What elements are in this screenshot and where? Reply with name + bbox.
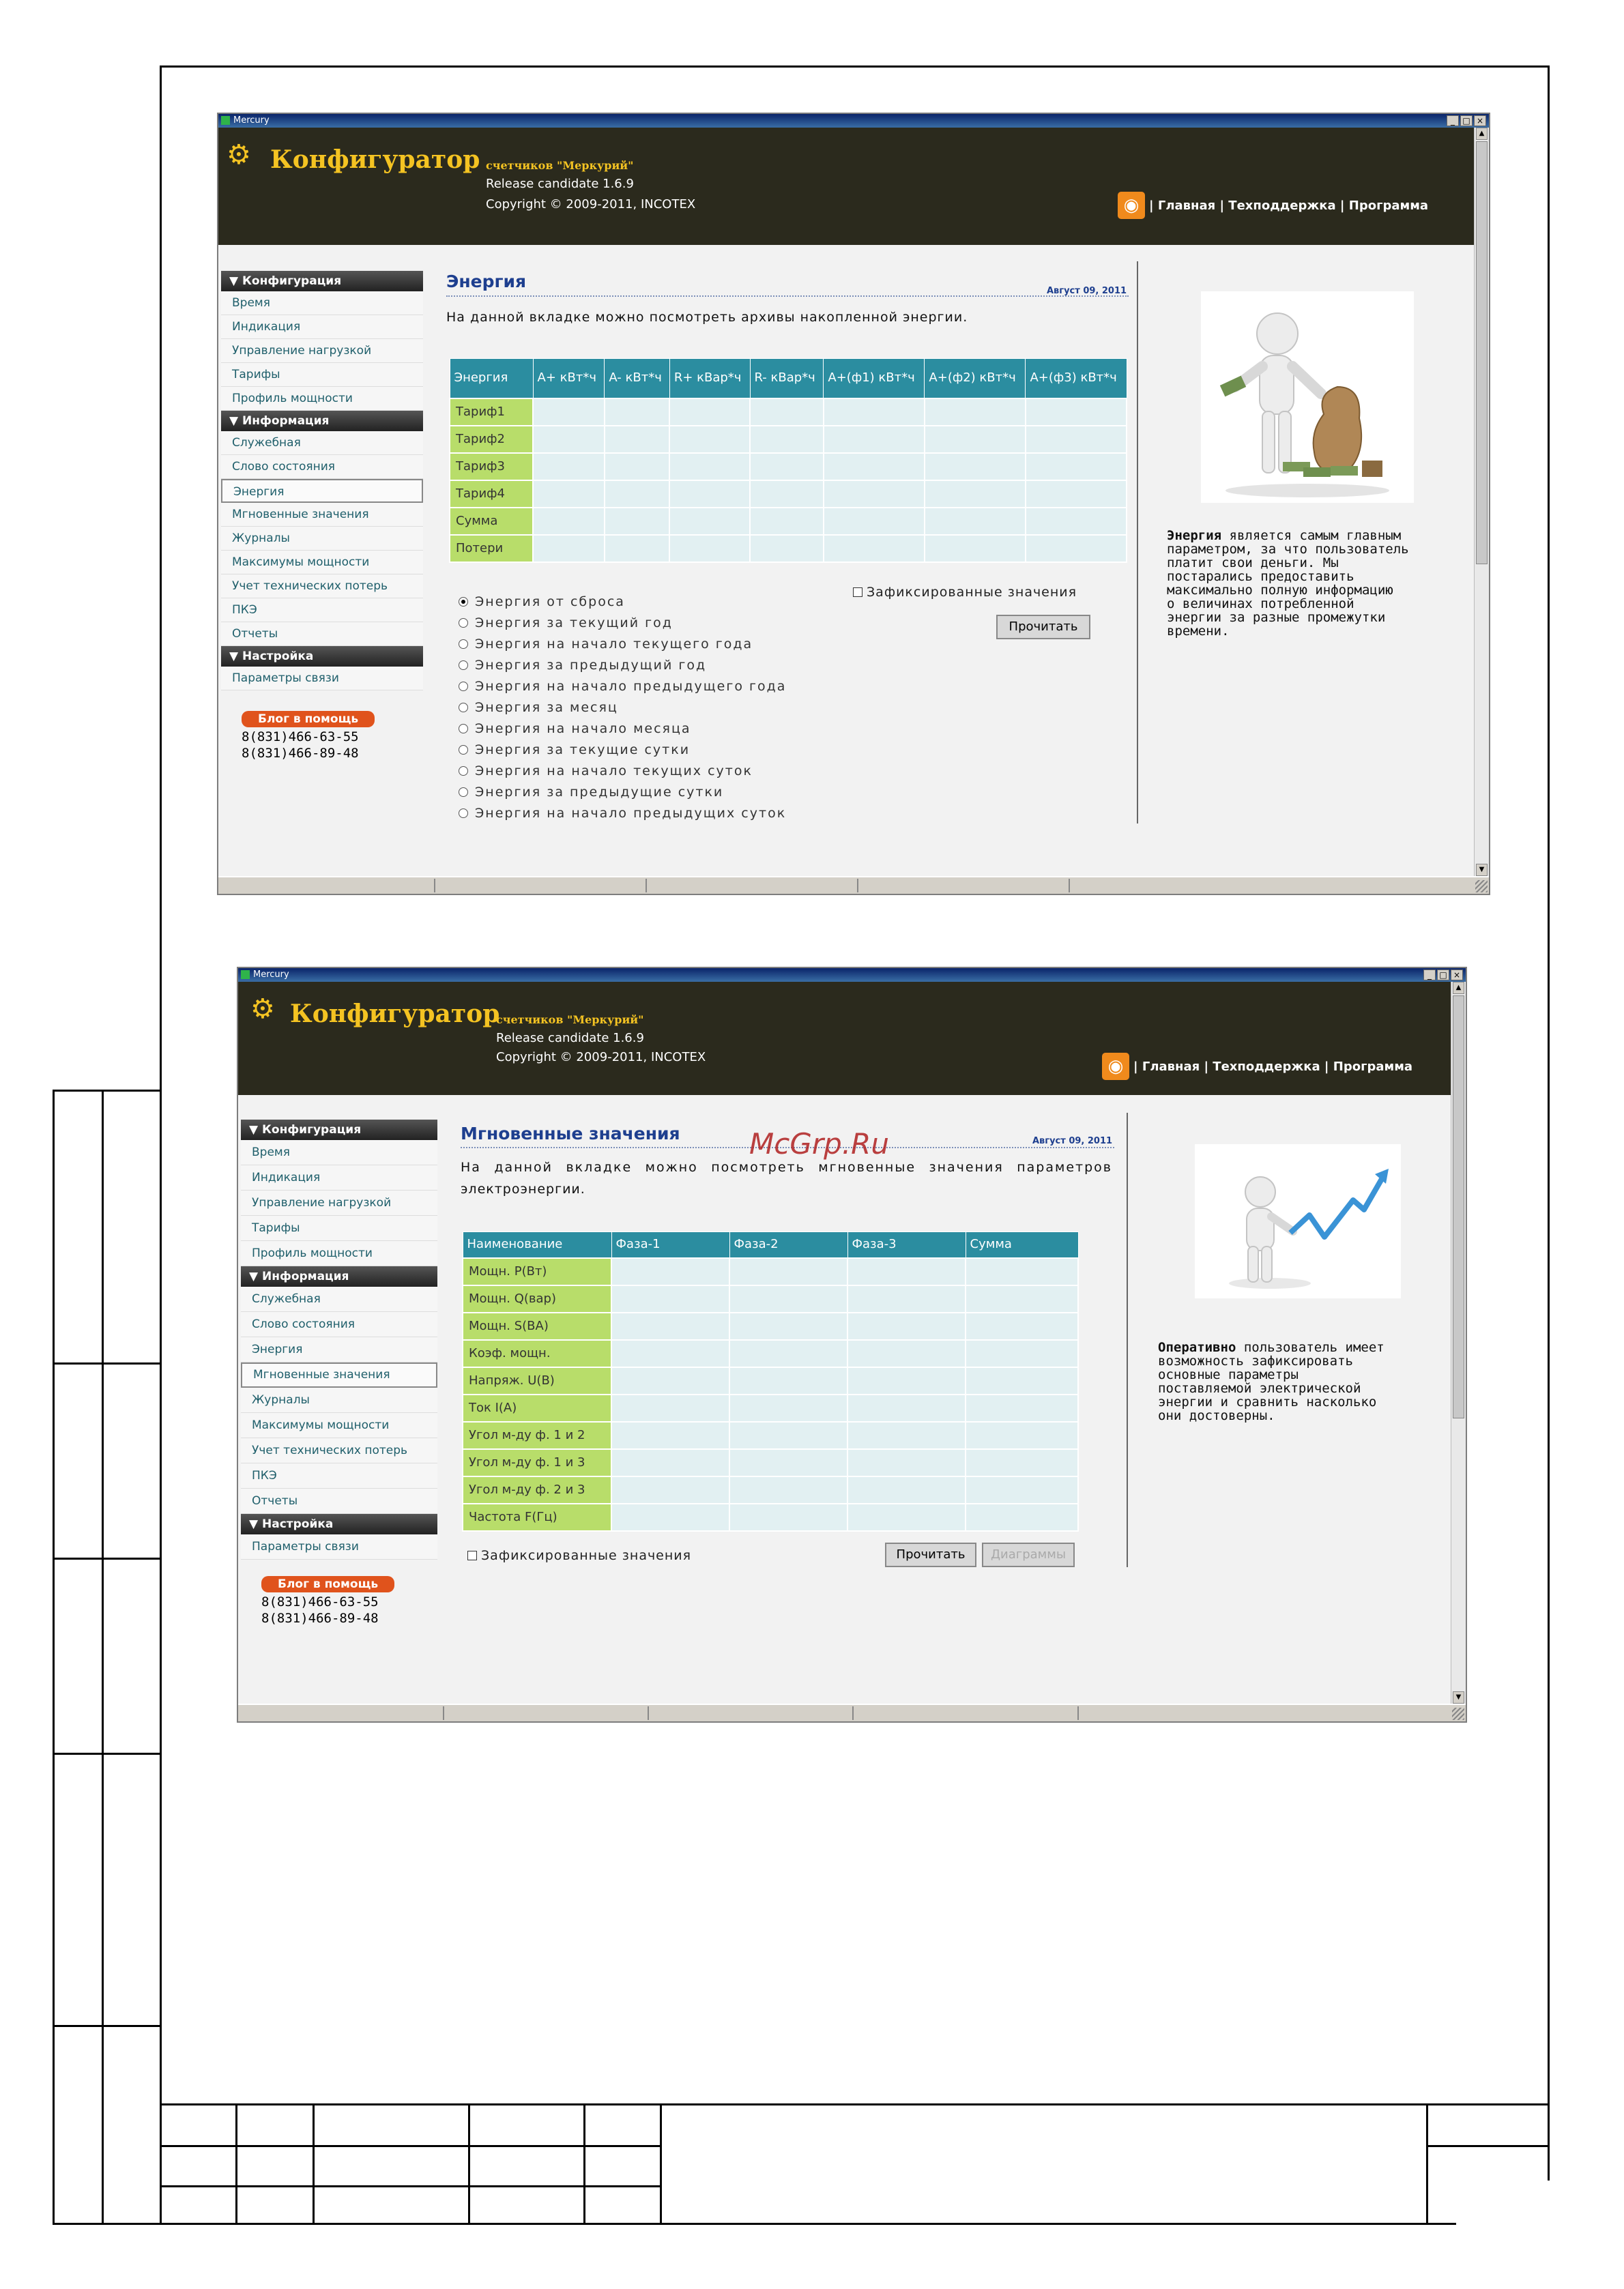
sidebar (221, 271, 423, 761)
row-label: Тариф2 (450, 426, 533, 453)
scroll-up-icon[interactable]: ▲ (1453, 982, 1464, 994)
app-icon (221, 116, 230, 125)
diagrams-button[interactable]: Диаграммы (982, 1543, 1075, 1567)
table-cell (824, 508, 925, 535)
table-cell (847, 1340, 966, 1367)
table-cell (611, 1258, 729, 1285)
content-divider (1137, 261, 1138, 823)
sidebar-item-pke[interactable]: ПКЭ (221, 598, 423, 622)
window-titlebar (218, 114, 1489, 128)
sidebar-item-tech-losses[interactable]: Учет технических потерь (241, 1438, 437, 1463)
frame-top (160, 65, 1550, 68)
vertical-scrollbar[interactable] (1474, 128, 1489, 876)
table-cell (925, 453, 1026, 480)
phone-1: 8(831)466-63-55 (242, 729, 359, 744)
table-row (463, 1422, 1078, 1449)
row-label: Тариф4 (450, 480, 533, 508)
sidebar-item-connection[interactable]: Параметры связи (241, 1534, 437, 1560)
resize-grip-icon[interactable] (1475, 880, 1488, 892)
margin-row1 (53, 1090, 162, 1092)
app-icon (241, 970, 250, 979)
energy-illustration (1201, 291, 1414, 503)
energy-table (449, 358, 1127, 563)
resize-grip-icon[interactable] (1452, 1708, 1464, 1720)
column-header: A+(ф3) кВт*ч (1026, 359, 1127, 398)
section-info[interactable]: ▼ Информация (241, 1266, 437, 1287)
table-cell (847, 1285, 966, 1313)
phone-1: 8(831)466-63-55 (261, 1594, 379, 1609)
stamp-col6 (1426, 2103, 1428, 2225)
app-header (218, 128, 1475, 245)
column-header: Сумма (966, 1232, 1078, 1258)
table-cell (847, 1313, 966, 1340)
copyright-label: Copyright © 2009-2011, INCOTEX (496, 1050, 706, 1064)
section-config[interactable]: ▼ Конфигурация (221, 271, 423, 291)
table-cell (605, 398, 669, 426)
app-subtitle: счетчиков "Меркурий" (496, 1013, 644, 1026)
page-title: Энергия (446, 272, 527, 291)
nav-program[interactable]: Программа (1333, 1060, 1413, 1074)
row-label: Коэф. мощн. (463, 1340, 611, 1367)
sidebar-item-power-max[interactable]: Максимумы мощности (241, 1413, 437, 1438)
radio-dot[interactable] (459, 745, 468, 755)
table-cell (669, 426, 750, 453)
table-cell (611, 1476, 729, 1504)
section-settings[interactable]: ▼ Настройка (241, 1514, 437, 1534)
table-cell (611, 1313, 729, 1340)
column-header: Фаза-3 (847, 1232, 966, 1258)
nav-home[interactable]: Главная (1157, 199, 1216, 213)
radio-begin-month[interactable]: Энергия на начало месяца (459, 721, 691, 736)
status-bar (218, 876, 1489, 894)
table-cell (750, 535, 824, 562)
radio-dot[interactable] (459, 639, 468, 649)
table-cell (729, 1258, 847, 1285)
table-cell (533, 398, 605, 426)
table-cell (729, 1476, 847, 1504)
table-cell (1026, 398, 1127, 426)
sidebar-item-indication[interactable]: Индикация (241, 1165, 437, 1191)
instant-info-text: Оперативно пользователь имеет возможность зафиксировать основные параметры поставляемой электрической энергии и сравнить насколько они достоверны. (1158, 1340, 1384, 1423)
table-cell (533, 426, 605, 453)
table-cell (966, 1422, 1078, 1449)
margin-row3 (53, 1558, 162, 1560)
table-cell (847, 1476, 966, 1504)
row-label: Угол м-ду ф. 2 и 3 (463, 1476, 611, 1504)
table-cell (925, 398, 1026, 426)
table-row (463, 1449, 1078, 1476)
table-cell (1026, 480, 1127, 508)
fixed-values-checkbox[interactable]: Зафиксированные значения (467, 1548, 691, 1563)
table-cell (966, 1313, 1078, 1340)
column-header: Энергия (450, 359, 533, 398)
radio-begin-prev-year[interactable]: Энергия на начало предыдущего года (459, 679, 786, 694)
table-cell (966, 1367, 1078, 1395)
sidebar-item-power-profile[interactable]: Профиль мощности (241, 1241, 437, 1266)
table-row (463, 1367, 1078, 1395)
table-cell (611, 1285, 729, 1313)
scroll-down-icon[interactable]: ▼ (1476, 864, 1488, 876)
radio-prev-year[interactable]: Энергия за предыдущий год (459, 658, 706, 673)
read-button[interactable]: Прочитать (996, 615, 1090, 639)
page-description: На данной вкладке можно посмотреть архивы накопленной энергии. (446, 310, 968, 325)
sidebar-item-pke[interactable]: ПКЭ (241, 1463, 437, 1489)
close-button[interactable]: × (1451, 969, 1463, 980)
table-cell (1026, 508, 1127, 535)
frame-right (1548, 65, 1550, 2181)
table-row (450, 480, 1127, 508)
table-cell (669, 508, 750, 535)
sidebar-item-load-control[interactable]: Управление нагрузкой (221, 339, 423, 363)
table-cell (966, 1504, 1078, 1531)
table-cell (925, 508, 1026, 535)
content-divider (1127, 1113, 1128, 1567)
row-label: Потери (450, 535, 533, 562)
radio-energy-reset[interactable]: Энергия от сброса (459, 594, 625, 609)
radio-begin-current-year[interactable]: Энергия на начало текущего года (459, 637, 753, 652)
sidebar-item-status-word[interactable]: Слово состояния (221, 455, 423, 479)
window-titlebar (238, 968, 1466, 982)
margin-col-a (53, 1090, 55, 2225)
radio-dot[interactable] (459, 808, 468, 818)
sidebar-item-power-profile[interactable]: Профиль мощности (221, 387, 423, 411)
maximize-button[interactable]: □ (1437, 969, 1449, 980)
stamp-col4 (583, 2103, 585, 2225)
sidebar-item-connection[interactable]: Параметры связи (221, 667, 423, 690)
table-cell (824, 535, 925, 562)
table-cell (925, 535, 1026, 562)
minimize-button[interactable]: _ (1447, 115, 1459, 126)
radio-dot[interactable] (459, 787, 468, 797)
table-cell (847, 1367, 966, 1395)
table-cell (729, 1340, 847, 1367)
row-label: Напряж. U(В) (463, 1367, 611, 1395)
table-cell (750, 398, 824, 426)
margin-row5 (53, 2025, 162, 2027)
table-cell (611, 1504, 729, 1531)
table-cell (729, 1367, 847, 1395)
table-cell (533, 453, 605, 480)
stamp-top (160, 2103, 1550, 2105)
table-cell (847, 1258, 966, 1285)
page-description-1: На данной вкладке можно посмотреть мгновенные значения параметров (461, 1160, 1112, 1175)
stamp-col3 (468, 2103, 470, 2225)
table-cell (966, 1285, 1078, 1313)
table-cell (605, 426, 669, 453)
app-brand: Конфигуратор (290, 1000, 500, 1028)
table-cell (729, 1422, 847, 1449)
table-cell (605, 480, 669, 508)
sidebar-item-tech-losses[interactable]: Учет технических потерь (221, 574, 423, 598)
gear-logo-icon: ⚙ (250, 993, 275, 1025)
table-cell (966, 1395, 1078, 1422)
status-bar (238, 1704, 1466, 1721)
table-row (463, 1395, 1078, 1422)
table-cell (925, 480, 1026, 508)
table-cell (669, 480, 750, 508)
sidebar-item-energy[interactable]: Энергия (241, 1337, 437, 1362)
top-nav: | Главная | Техподдержка | Программа (1133, 1060, 1413, 1074)
table-row (463, 1476, 1078, 1504)
table-cell (611, 1340, 729, 1367)
column-header: Фаза-2 (729, 1232, 847, 1258)
table-cell (729, 1313, 847, 1340)
sidebar-item-service[interactable]: Служебная (241, 1287, 437, 1312)
window-title: Mercury (253, 969, 289, 980)
sidebar-item-energy[interactable]: Энергия (221, 479, 423, 503)
table-row (450, 453, 1127, 480)
window-instant-values (237, 967, 1467, 1723)
table-row (463, 1504, 1078, 1531)
sidebar-item-journals[interactable]: Журналы (221, 527, 423, 551)
table-cell (847, 1395, 966, 1422)
section-settings[interactable]: ▼ Настройка (221, 646, 423, 667)
scroll-up-icon[interactable]: ▲ (1476, 128, 1488, 140)
table-cell (605, 535, 669, 562)
column-header: R+ кВар*ч (669, 359, 750, 398)
column-header: A+(ф2) кВт*ч (925, 359, 1026, 398)
checkbox-box[interactable] (853, 587, 862, 597)
table-row (450, 535, 1127, 562)
table-cell (533, 508, 605, 535)
radio-dot[interactable] (459, 724, 468, 733)
blog-button[interactable]: Блог в помощь (242, 711, 375, 727)
page-title: Мгновенные значения (461, 1124, 680, 1143)
top-nav: | Главная | Техподдержка | Программа (1149, 199, 1429, 213)
title-underline (446, 295, 1129, 297)
table-cell (847, 1504, 966, 1531)
page-date: Август 09, 2011 (1047, 286, 1127, 296)
checkbox-box[interactable] (467, 1551, 477, 1560)
sidebar-item-indication[interactable]: Индикация (221, 315, 423, 339)
table-cell (611, 1395, 729, 1422)
close-button[interactable]: × (1474, 115, 1486, 126)
table-cell (669, 535, 750, 562)
energy-info-text: Энергия является самым главным параметром, за что пользователь платит свои деньги. Мы постарались предоставить максимально полную информацию о величинах потребленной энергии за разные промежутки времени. (1167, 528, 1409, 639)
table-cell (611, 1422, 729, 1449)
blog-button[interactable]: Блог в помощь (261, 1576, 394, 1592)
sidebar-item-time[interactable]: Время (241, 1140, 437, 1165)
table-cell (729, 1395, 847, 1422)
info-bold: Оперативно (1158, 1340, 1236, 1355)
radio-prev-day[interactable]: Энергия за предыдущие сутки (459, 785, 723, 800)
maximize-button[interactable]: □ (1460, 115, 1473, 126)
margin-row4 (53, 1753, 162, 1755)
table-cell (605, 453, 669, 480)
frame-bottom (53, 2223, 1456, 2225)
radio-dot[interactable] (459, 660, 468, 670)
table-cell (729, 1285, 847, 1313)
radio-dot[interactable] (459, 766, 468, 776)
scroll-thumb[interactable] (1453, 995, 1464, 1418)
row-label: Угол м-ду ф. 1 и 3 (463, 1449, 611, 1476)
stamp-right-row (1426, 2145, 1550, 2147)
sidebar (241, 1120, 437, 1627)
release-label: Release candidate 1.6.9 (486, 177, 634, 191)
table-cell (750, 508, 824, 535)
row-label: Тариф1 (450, 398, 533, 426)
radio-month[interactable]: Энергия за месяц (459, 700, 618, 715)
table-cell (750, 453, 824, 480)
row-label: Мощн. Q(вар) (463, 1285, 611, 1313)
table-cell (847, 1449, 966, 1476)
table-cell (611, 1449, 729, 1476)
nav-support[interactable]: Техподдержка (1213, 1060, 1320, 1074)
table-cell (611, 1367, 729, 1395)
table-cell (750, 480, 824, 508)
table-row (463, 1340, 1078, 1367)
table-cell (669, 453, 750, 480)
table-cell (925, 426, 1026, 453)
column-header: R- кВар*ч (750, 359, 824, 398)
window-energy (217, 113, 1490, 895)
sidebar-item-power-max[interactable]: Максимумы мощности (221, 551, 423, 574)
sidebar-item-tariffs[interactable]: Тарифы (241, 1216, 437, 1241)
instant-illustration (1195, 1144, 1401, 1298)
stamp-col1 (235, 2103, 237, 2225)
column-header: A- кВт*ч (605, 359, 669, 398)
page-description-2: электроэнергии. (461, 1182, 585, 1197)
sidebar-item-load-control[interactable]: Управление нагрузкой (241, 1191, 437, 1216)
man-with-money-icon (1201, 291, 1414, 503)
table-cell (966, 1340, 1078, 1367)
app-header (238, 982, 1452, 1095)
scroll-down-icon[interactable]: ▼ (1453, 1691, 1464, 1704)
release-label: Release candidate 1.6.9 (496, 1031, 644, 1045)
radio-dot[interactable] (459, 618, 468, 628)
row-label: Тариф3 (450, 453, 533, 480)
instant-values-table (462, 1231, 1079, 1532)
radio-current-day[interactable]: Энергия за текущие сутки (459, 742, 690, 757)
read-button[interactable]: Прочитать (885, 1543, 976, 1567)
table-cell (966, 1258, 1078, 1285)
nav-support[interactable]: Техподдержка (1228, 199, 1336, 213)
sidebar-item-reports[interactable]: Отчеты (241, 1489, 437, 1514)
scroll-thumb[interactable] (1476, 141, 1488, 564)
table-row (450, 508, 1127, 535)
radio-begin-prev-day[interactable]: Энергия на начало предыдущих суток (459, 806, 786, 821)
vertical-scrollbar[interactable] (1451, 982, 1466, 1704)
column-header: A+(ф1) кВт*ч (824, 359, 925, 398)
table-cell (966, 1476, 1078, 1504)
section-info[interactable]: ▼ Информация (221, 411, 423, 431)
page-date: Август 09, 2011 (1032, 1136, 1113, 1146)
radio-dot[interactable] (459, 597, 468, 607)
nav-program[interactable]: Программа (1348, 199, 1429, 213)
sidebar-item-tariffs[interactable]: Тарифы (221, 363, 423, 387)
table-cell (824, 480, 925, 508)
table-row (450, 398, 1127, 426)
sidebar-item-instant[interactable]: Мгновенные значения (221, 503, 423, 527)
stamp-col2 (313, 2103, 315, 2225)
table-cell (729, 1504, 847, 1531)
row-label: Мощн. P(Вт) (463, 1258, 611, 1285)
table-cell (729, 1449, 847, 1476)
sidebar-item-status-word[interactable]: Слово состояния (241, 1312, 437, 1337)
table-row (463, 1313, 1078, 1340)
table-cell (847, 1422, 966, 1449)
minimize-button[interactable]: _ (1423, 969, 1436, 980)
frame-left (160, 65, 162, 2225)
app-brand: Конфигуратор (270, 145, 480, 174)
column-header: Наименование (463, 1232, 611, 1258)
app-subtitle: счетчиков "Меркурий" (486, 159, 634, 172)
phone-2: 8(831)466-89-48 (242, 746, 359, 761)
row-label: Ток I(А) (463, 1395, 611, 1422)
sidebar-item-instant[interactable]: Мгновенные значения (241, 1362, 437, 1388)
table-cell (1026, 453, 1127, 480)
nav-home[interactable]: Главная (1142, 1060, 1200, 1074)
fixed-values-checkbox[interactable]: Зафиксированные значения (853, 585, 1077, 600)
margin-col-b (102, 1090, 104, 2225)
table-row (463, 1258, 1078, 1285)
column-header: Фаза-1 (611, 1232, 729, 1258)
man-with-chart-icon (1195, 1144, 1401, 1298)
table-cell (824, 398, 925, 426)
sidebar-item-journals[interactable]: Журналы (241, 1388, 437, 1413)
gear-logo-icon: ⚙ (227, 139, 251, 171)
row-label: Частота F(Гц) (463, 1504, 611, 1531)
radio-begin-current-day[interactable]: Энергия на начало текущих суток (459, 763, 753, 778)
window-title: Mercury (233, 115, 270, 126)
table-cell (750, 426, 824, 453)
copyright-label: Copyright © 2009-2011, INCOTEX (486, 197, 696, 212)
table-cell (1026, 535, 1127, 562)
phone-2: 8(831)466-89-48 (261, 1611, 379, 1626)
row-label: Сумма (450, 508, 533, 535)
table-cell (605, 508, 669, 535)
table-cell (1026, 426, 1127, 453)
row-label: Мощн. S(ВА) (463, 1313, 611, 1340)
sidebar-item-service[interactable]: Служебная (221, 431, 423, 455)
sidebar-item-reports[interactable]: Отчеты (221, 622, 423, 646)
table-cell (824, 426, 925, 453)
sidebar-item-time[interactable]: Время (221, 291, 423, 315)
stamp-col5 (660, 2103, 662, 2225)
table-row (463, 1285, 1078, 1313)
radio-dot[interactable] (459, 682, 468, 691)
watermark: McGrp.Ru (749, 1127, 889, 1161)
column-header: A+ кВт*ч (533, 359, 605, 398)
table-cell (669, 398, 750, 426)
row-label: Угол м-ду ф. 1 и 2 (463, 1422, 611, 1449)
rss-icon[interactable]: ◉ (1118, 192, 1145, 219)
section-config[interactable]: ▼ Конфигурация (241, 1120, 437, 1140)
table-row (450, 426, 1127, 453)
margin-row2 (53, 1362, 162, 1365)
table-cell (824, 453, 925, 480)
radio-dot[interactable] (459, 703, 468, 712)
rss-icon[interactable]: ◉ (1102, 1053, 1129, 1080)
table-cell (533, 535, 605, 562)
table-cell (966, 1449, 1078, 1476)
table-cell (533, 480, 605, 508)
radio-current-year[interactable]: Энергия за текущий год (459, 615, 673, 630)
info-bold: Энергия (1167, 528, 1222, 543)
